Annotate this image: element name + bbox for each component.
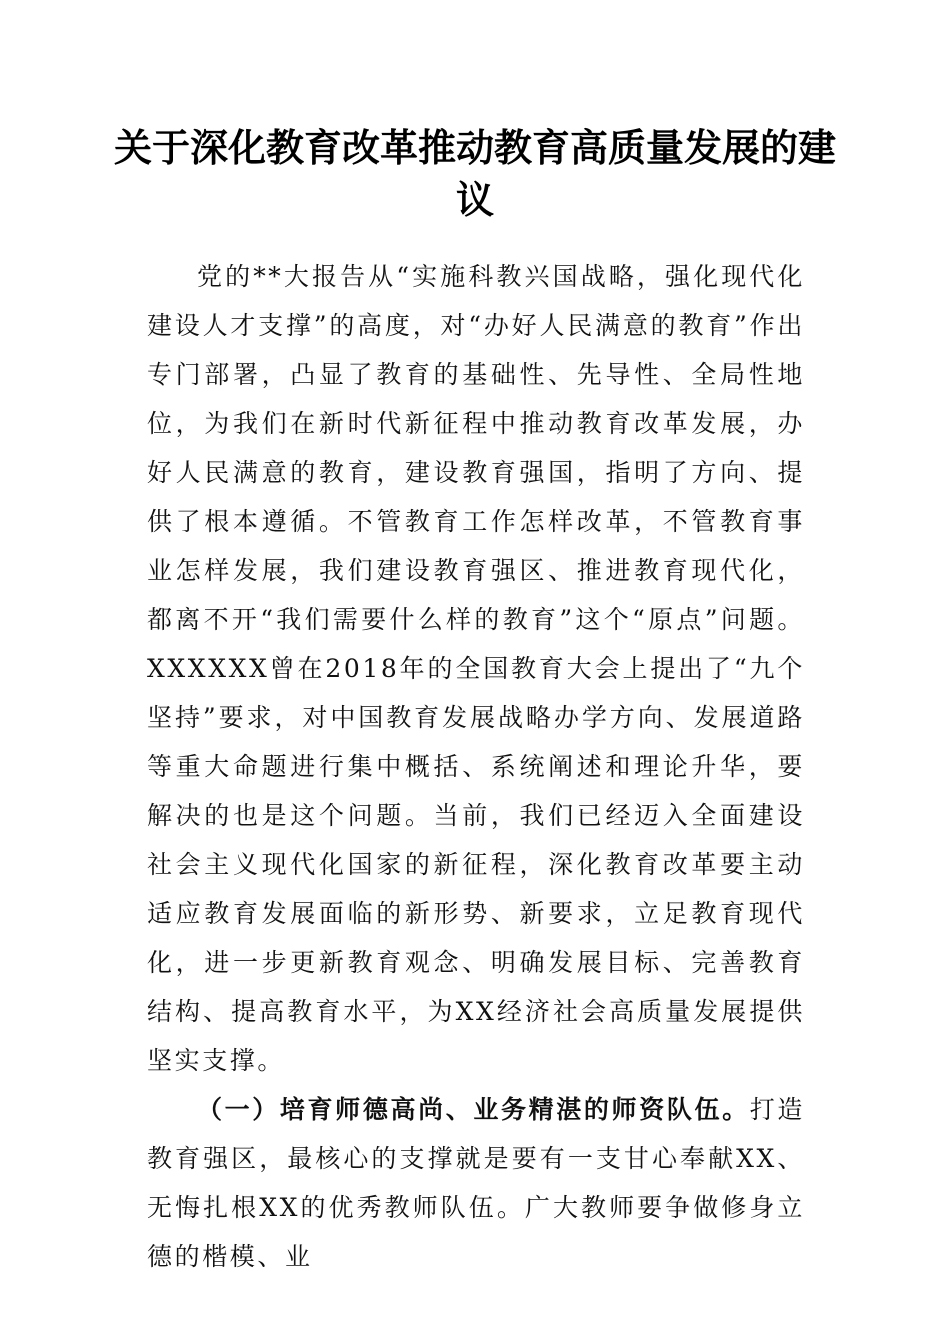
paragraph-intro: 党的**大报告从“实施科教兴国战略，强化现代化建设人才支撑”的高度，对“办好人民满意的教育”作出专门部署，凸显了教育的基础性、先导性、全局性地位，为我们在新时代新征程中推动教育改革发展，办好人民满意的教育，建设教育强国，指明了方向、提供了根本遵循。不管教育工作怎样改革，不管教育事业怎样发展，我们建设教育强区、推进教育现代化，都离不开“我们需要什么样的教育”这个“原点”问题。XXXXXX曾在2018年的全国教育大会上提出了“九个坚持”要求，对中国教育发展战略办学方向、发展道路等重大命题进行集中概括、系统阐述和理论升华，要解决的也是这个问题。当前，我们已经迈入全面建设社会主义现代化国家的新征程，深化教育改革要主动适应教育发展面临的新形势、新要求，立足教育现代化，进一步更新教育观念、明确发展目标、完善教育结构、提高教育水平，为XX经济社会高质量发展提供坚实支撑。 xyxy=(147,262,805,1075)
document-body xyxy=(147,252,805,1281)
section-1-text: 打造教育强区，最核心的支撑就是要有一支甘心奉献XX、无悔扎根XX的优秀教师队伍。广大教师要争做修身立德的楷模、业 xyxy=(147,1095,805,1271)
paragraph-section-1 xyxy=(147,1085,805,1281)
section-heading-1: （一）培育师德高尚、业务精湛的师资队伍。 xyxy=(197,1095,750,1124)
document-title: 关于深化教育改革推动教育高质量发展的建议 xyxy=(113,125,836,222)
